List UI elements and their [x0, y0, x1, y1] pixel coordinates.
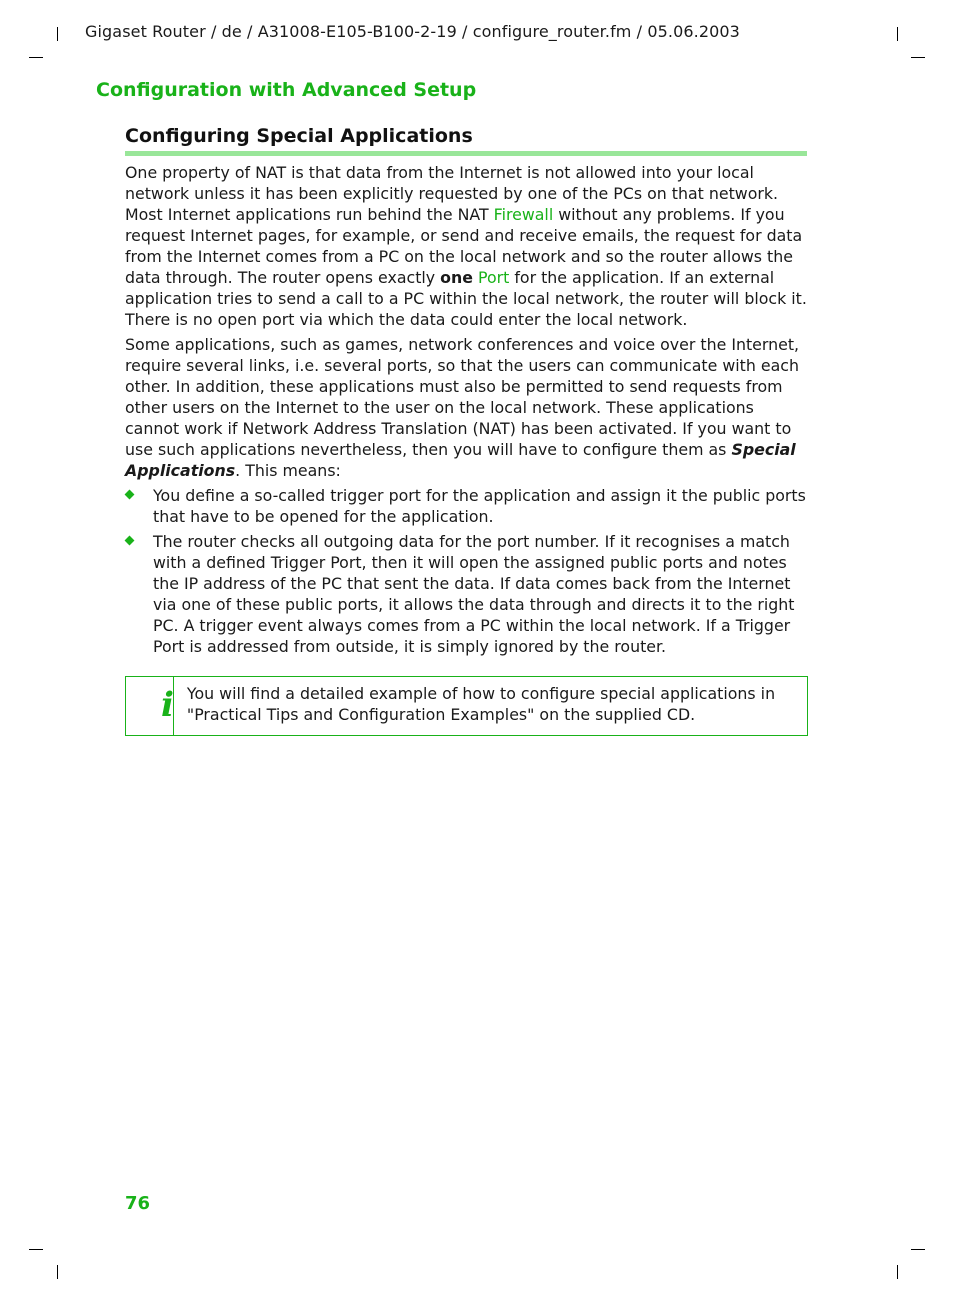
para2-text-1: Some applications, such as games, network conferences and voice over the Internet, require several links, i.e. several ports, so that the users can communicate with each other. In addition, these applications must also be permitted to send requests from other users on the Internet to the user on the local network. These applications cannot work if Network Address Translation (NAT) has been activated. If you want to use such applications nevertheless, then you will have to configure them as — [125, 335, 800, 459]
crop-mark-top-left-h — [29, 57, 43, 58]
para2-text-2: . This means: — [235, 461, 341, 480]
note-text: You will find a detailed example of how to configure special applications in "Practical Tips and Configuration Examples" on the supplied CD. — [186, 684, 776, 724]
crop-mark-top-right-v — [897, 27, 898, 41]
special-applications-term: Special Applications — [125, 440, 796, 480]
page-number: 76 — [125, 1193, 151, 1214]
info-note-box — [125, 676, 808, 736]
firewall-link[interactable]: Firewall — [493, 205, 554, 224]
crop-mark-bottom-right-v — [897, 1265, 898, 1279]
paragraph-special-apps — [125, 334, 807, 481]
body-text — [125, 162, 807, 661]
crop-mark-top-left-v — [57, 27, 58, 41]
para1-text-1: One property of NAT is that data from the Internet is not allowed into your local network unless it has been explicitly requested by one of the PCs on that network. Most Internet applications run behind the NAT — [125, 163, 779, 224]
crop-mark-bottom-left-v — [57, 1265, 58, 1279]
crop-mark-bottom-left-h — [29, 1249, 43, 1250]
running-head: Gigaset Router / de / A31008-E105-B100-2-19 / configure_router.fm / 05.06.2003 — [85, 22, 740, 41]
crop-mark-top-right-h — [911, 57, 925, 58]
bullet-list — [125, 485, 807, 657]
para1-bold-one: one — [440, 268, 473, 287]
diamond-bullet-icon — [125, 490, 135, 500]
list-item — [125, 485, 807, 527]
list-item — [125, 531, 807, 657]
subsection-title: Configuring Special Applications — [125, 125, 473, 147]
title-rule — [125, 151, 807, 156]
info-icon: i — [161, 685, 174, 725]
para1-text-4: for the application. If an external application tries to send a call to a PC within the local network, the router will block it. There is no open port via which the data could enter the local network. — [125, 268, 807, 329]
section-title: Configuration with Advanced Setup — [96, 79, 477, 101]
list-item-text: The router checks all outgoing data for the port number. If it recognises a match with a defined Trigger Port, then it will open the assigned public ports and notes the IP address of the PC that sent the data. If data comes back from the Internet via one of these public ports, it allows the data through and directs it to the right PC. A trigger event always comes from a PC within the local network. If a Trigger Port is addressed from outside, it is simply ignored by the router. — [153, 532, 795, 656]
list-item-text: You define a so-called trigger port for the application and assign it the public ports that have to be opened for the application. — [153, 486, 806, 526]
paragraph-nat-intro — [125, 162, 807, 330]
para1-text-2: without any problems. If you request Internet pages, for example, or send and receive emails, the request for data from the Internet comes from a PC on the local network and so the router allows the data through. The router opens exactly — [125, 205, 803, 287]
note-icon-cell — [126, 677, 174, 735]
diamond-bullet-icon — [125, 536, 135, 546]
port-link[interactable]: Port — [478, 268, 510, 287]
crop-mark-bottom-right-h — [911, 1249, 925, 1250]
